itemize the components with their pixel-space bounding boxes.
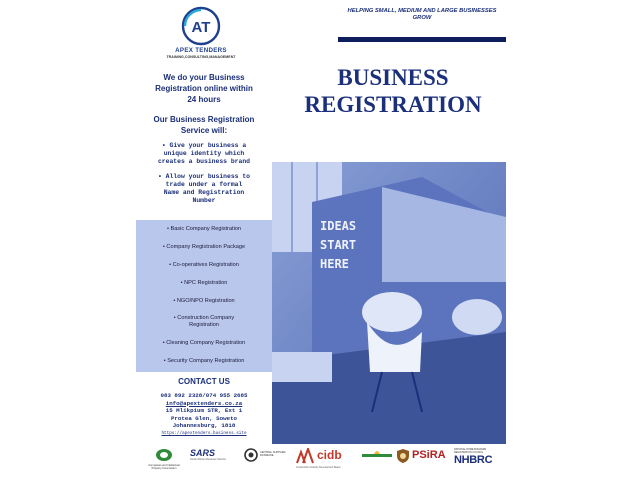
- benefit-2-line-3: Name and Registration: [163, 189, 245, 196]
- contact-address-1: 15 Mlikpium STR, Ext 1: [165, 407, 243, 415]
- cidb-text: cidb: [317, 448, 342, 462]
- tagline-line-1: HELPING SMALL, MEDIUM AND LARGE BUSINESSES: [347, 8, 497, 14]
- benefit-item: [136, 173, 272, 205]
- service-head-line-1: Our Business Registration: [153, 115, 255, 124]
- service-item: • Security Company Registration: [163, 358, 245, 364]
- service-item: • Co-operatives Registration: [169, 262, 239, 268]
- sars-logo: [190, 448, 234, 461]
- brand-name: APEX TENDERS: [175, 47, 227, 54]
- contact-phones: 083 892 2328/074 955 2685: [160, 392, 248, 399]
- intro-line-2: Registration online within: [155, 84, 253, 93]
- csd-icon: [244, 448, 258, 462]
- title-line-2: REGISTRATION: [304, 92, 482, 117]
- nhbrc-logo: [454, 448, 504, 466]
- cidb-icon: [296, 448, 316, 464]
- office-photo: [272, 162, 506, 444]
- header-tagline: [338, 8, 506, 38]
- contact-website-link[interactable]: https://apextenders.business.site: [161, 430, 247, 436]
- service-item: • Cleaning Company Registration: [162, 340, 246, 346]
- cipc-text: Companies and Intellectual Property Commission: [148, 464, 180, 470]
- cipc-logo: [144, 448, 184, 470]
- benefit-2-line-2: trade under a formal: [165, 181, 243, 188]
- service-item: • Basic Company Registration: [166, 226, 242, 232]
- cipc-icon: [155, 448, 173, 462]
- logo-circle-icon: [181, 6, 221, 46]
- sars-subtext: South African Revenue Service: [190, 458, 226, 461]
- benefit-1-line-2: unique identity which: [163, 150, 245, 157]
- nhbrc-subtext: NATIONAL HOME BUILDERS REGISTRATION COUNCIL: [454, 448, 487, 454]
- benefit-2-line-1: • Allow your business to: [157, 173, 251, 180]
- logo-letters: AT: [191, 19, 211, 36]
- service-item-continued: Registration: [189, 322, 219, 328]
- partner-logos-row: [140, 448, 506, 480]
- nhbrc-text: NHBRC: [454, 454, 493, 466]
- intro-line-3: 24 hours: [187, 95, 221, 104]
- intro-line-1: We do your Business: [163, 73, 245, 82]
- brand-tagline: TRAINING,CONSULTING,MANAGEMENT: [166, 55, 236, 59]
- photo-word-start: START: [320, 238, 357, 252]
- cidb-subtext: Construction Industry Development Board: [296, 466, 341, 469]
- title-line-1: BUSINESS: [337, 65, 449, 90]
- contact-heading: CONTACT US: [178, 377, 230, 386]
- service-item: • NPC Registration: [180, 280, 228, 286]
- header-rule: [338, 37, 506, 42]
- csd-logo: [244, 448, 284, 464]
- benefit-1-line-1: • Give your business a: [161, 142, 247, 149]
- brand-logo: [134, 6, 268, 59]
- contact-address-2: Protea Glen, Soweto: [170, 414, 238, 422]
- intro-text: [140, 72, 268, 105]
- service-item: • Company Registration Package: [162, 244, 246, 250]
- cidb-logo: [296, 448, 356, 469]
- tagline-line-2: GROW: [412, 15, 432, 21]
- benefit-2-line-4: Number: [192, 197, 216, 204]
- sars-text: SARS: [190, 448, 216, 458]
- service-head-line-2: Service will:: [180, 126, 228, 135]
- green-band-logo: [362, 448, 392, 464]
- green-band-icon: [362, 448, 392, 462]
- page-title: [280, 64, 506, 118]
- photo-word-ideas: IDEAS: [320, 219, 357, 233]
- photo-word-here: HERE: [320, 257, 349, 271]
- psira-logo: [396, 448, 452, 466]
- contact-email-link[interactable]: info@apextenders.co.za: [165, 399, 243, 407]
- contact-block: [136, 392, 272, 438]
- psira-text: PSiRA: [412, 449, 446, 461]
- service-item: • NGO/NPO Registration: [173, 298, 235, 304]
- benefit-1-line-3: creates a business brand: [157, 158, 251, 165]
- service-item: • Construction Company: [173, 315, 235, 321]
- csd-text: CENTRAL SUPPLIER DATABASE: [260, 451, 286, 457]
- service-heading: [140, 114, 268, 136]
- psira-shield-icon: [396, 448, 410, 464]
- benefit-item: [136, 142, 272, 166]
- services-panel: [136, 220, 272, 372]
- contact-address-3: Johannesburg, 1818: [172, 422, 236, 430]
- benefits-list: [136, 142, 272, 212]
